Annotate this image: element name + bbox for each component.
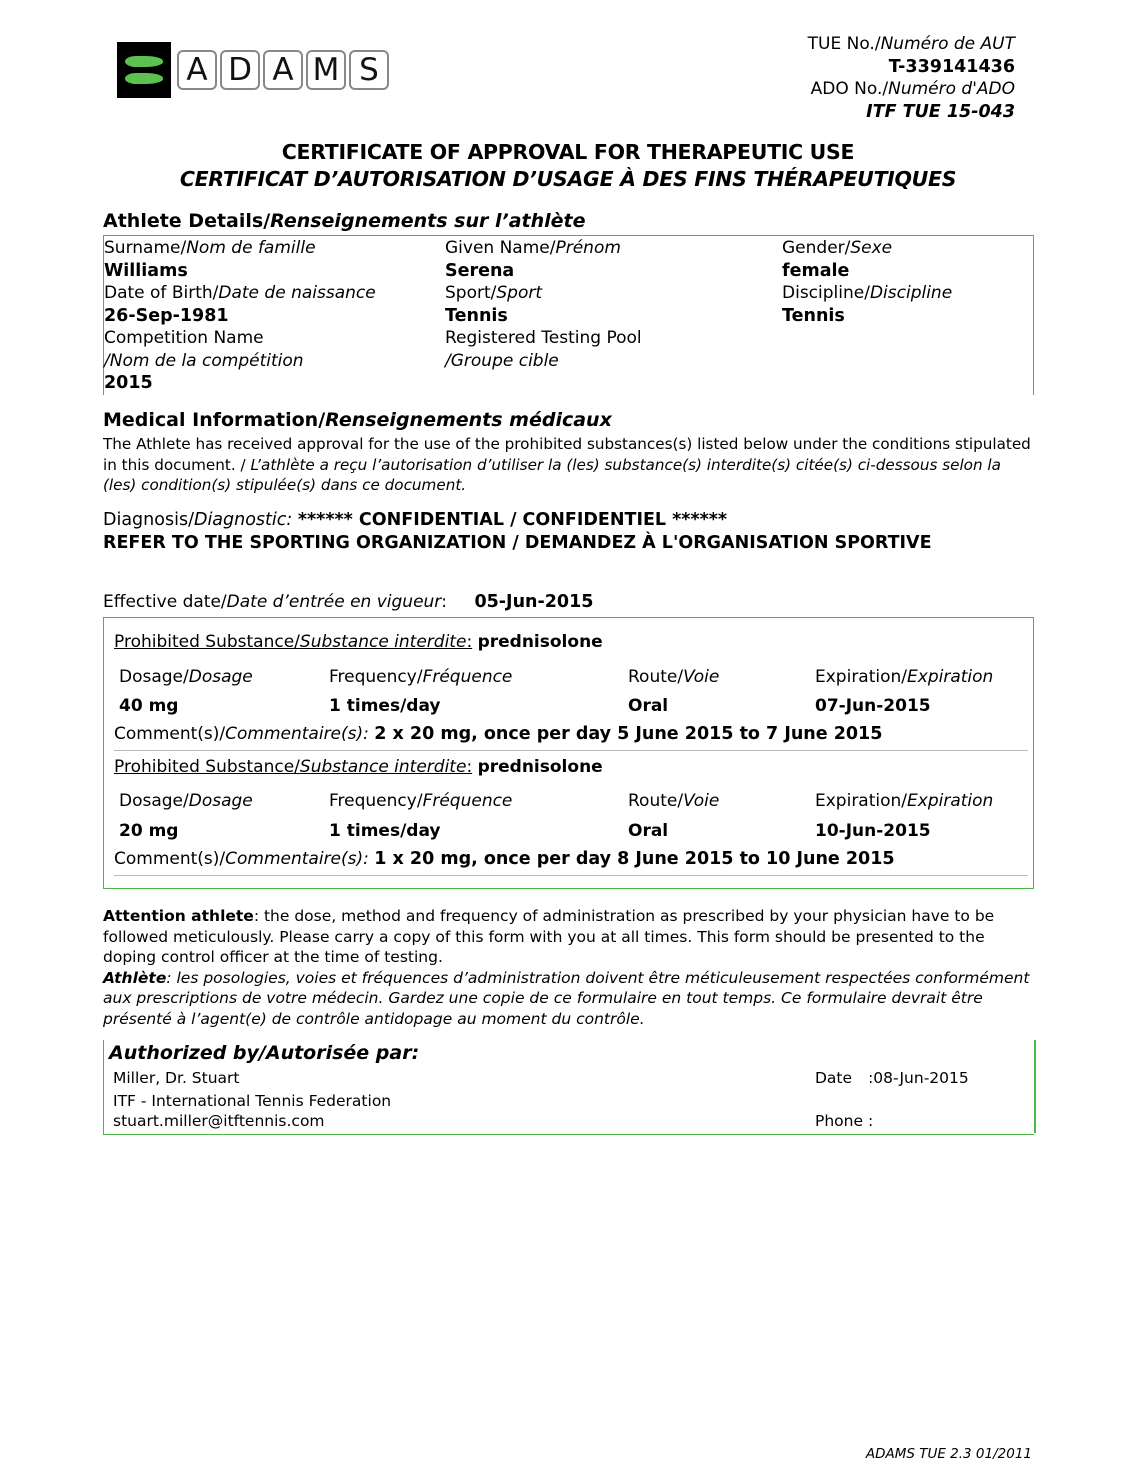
substance-header: Prohibited Substance/Substance interdite: prednisolone xyxy=(114,757,603,777)
certificate-title-fr: CERTIFICAT D’AUTORISATION D’USAGE À DES FINS THÉRAPEUTIQUES xyxy=(179,167,957,191)
effective-date-value: 05-Jun-2015 xyxy=(474,592,594,612)
gender-field: Gender/Sexe female Discipline/Discipline Tennis xyxy=(782,238,953,326)
authorizer-name: Miller, Dr. Stuart xyxy=(113,1069,240,1087)
substance-comment: Comment(s)/Commentaire(s): 1 x 20 mg, once per day 8 June 2015 to 10 June 2015 xyxy=(114,849,895,869)
form-version-footer: ADAMS TUE 2.3 01/2011 xyxy=(865,1446,1032,1462)
diagnosis-refer: REFER TO THE SPORTING ORGANIZATION / DEMANDEZ À L'ORGANISATION SPORTIVE xyxy=(103,533,932,553)
attention-fr: Athlète: les posologies, voies et fréquences d’administration doivent être méticuleusement respectées conformément aux prescriptions de votre médecin. Gardez une copie de ce formulaire en tout temps. Ce formulaire devrait être présenté à l’agent(e) de contrôle antidopage au moment du contrôle. xyxy=(103,968,1030,1028)
authorizer-org: ITF - International Tennis Federation xyxy=(113,1092,392,1110)
attention-en: Attention athlete: the dose, method and frequency of administration as prescribed by your physician have to be followed meticulously. Please carry a copy of this form with you at all times. This form should be presented to the doping control officer at the time of testing. xyxy=(103,907,995,966)
authorized-heading: Authorized by/Autorisée par: xyxy=(109,1042,420,1064)
frequency-value: 1 times/day xyxy=(329,696,441,716)
dosage-value: 20 mg xyxy=(119,821,179,841)
gender-value: female xyxy=(782,260,850,281)
adams-wordmark: A D A M S xyxy=(177,50,392,90)
frequency-value: 1 times/day xyxy=(329,821,441,841)
reference-block xyxy=(808,33,1015,123)
competition-value: 2015 xyxy=(104,373,153,393)
tue-number: T-339141436 xyxy=(888,56,1015,77)
authorized-box xyxy=(103,1040,1034,1135)
authorizer-email: stuart.miller@itftennis.com xyxy=(113,1112,325,1130)
diagnosis: Diagnosis/Diagnostic: ****** CONFIDENTIAL / CONFIDENTIEL ****** REFER TO THE SPORTING ORGANIZATION / DEMANDEZ À L'ORGANISATION SPORTIVE xyxy=(103,510,932,553)
ado-number: ITF TUE 15-043 xyxy=(866,101,1015,122)
medical-info-heading: Medical Information/Renseignements médicaux xyxy=(103,409,612,431)
given-name-value: Serena xyxy=(445,260,515,281)
substance-comment: Comment(s)/Commentaire(s): 2 x 20 mg, once per day 5 June 2015 to 7 June 2015 xyxy=(114,724,883,744)
medical-approval-text: The Athlete has received approval for the use of the prohibited substances(s) listed below under the conditions stipulated in this document. / L’athlète a reçu l’autorisation d’utiliser la (les) substance(s) interdite(s) citée(s) ci-dessous selon la (les) condition(s) stipulée(s) dans ce document. xyxy=(103,435,1031,494)
athlete-details-box xyxy=(103,235,1034,395)
attention-notice xyxy=(103,906,1038,1029)
discipline-value: Tennis xyxy=(782,305,845,326)
authorized-phone: Phone : xyxy=(815,1112,874,1130)
dob-value: 26-Sep-1981 xyxy=(104,305,229,326)
expiration-value: 10-Jun-2015 xyxy=(815,821,931,841)
substance-name: prednisolone xyxy=(477,632,603,652)
ado-label: ADO No./Numéro d'ADO xyxy=(810,79,1015,99)
substance-header: Prohibited Substance/Substance interdite: prednisolone xyxy=(114,632,603,652)
effective-date: Effective date/Date d’entrée en vigueur: 05-Jun-2015 xyxy=(103,592,594,612)
sport-value: Tennis xyxy=(445,305,508,326)
substances-box: Prohibited Substance/Substance interdite: prednisolone Dosage/Dosage Frequency/Fréquence Route/Voie Expiration/Expiration 40 mg 1 times/day Oral 07-Jun-2015 Comment(s)/Commentaire(s): 2 x 20 mg, once per day 5 June 2015 to 7 June 2015 Prohibited Substance/Substance interdite: prednisolone Dosage/Dosage Frequency/Fréquence Route/Voie Expiration/Expiration 20 mg 1 times/day Oral 10-Jun-2015 Comment(s)/Commentaire(s): 1 x 20 mg, once per day 8 June 2015 to 10 June 2015 xyxy=(103,617,1034,889)
route-value: Oral xyxy=(628,696,669,716)
athlete-details-heading: Athlete Details/Renseignements sur l’athlète xyxy=(103,210,586,232)
authorized-date: Date :08-Jun-2015 xyxy=(815,1069,969,1087)
certificate-title: CERTIFICATE OF APPROVAL FOR THERAPEUTIC USE xyxy=(281,140,855,164)
adams-leaf-icon xyxy=(117,42,171,98)
adams-logo xyxy=(117,42,392,98)
dosage-value: 40 mg xyxy=(119,696,179,716)
given-name-field: Given Name/Prénom Serena Sport/Sport Tennis Registered Testing Pool /Groupe cible xyxy=(445,238,642,371)
tue-label: TUE No./Numéro de AUT xyxy=(807,34,1015,54)
expiration-value: 07-Jun-2015 xyxy=(815,696,931,716)
divider xyxy=(114,875,1028,876)
divider xyxy=(114,750,1028,751)
diagnosis-value: ****** CONFIDENTIAL / CONFIDENTIEL ****** xyxy=(297,510,728,530)
surname-field: Surname/Nom de famille Williams Date of Birth/Date de naissance 26-Sep-1981 Competition Name /Nom de la compétition 2015 xyxy=(104,238,376,393)
surname-value: Williams xyxy=(104,260,188,281)
substance-name: prednisolone xyxy=(477,757,603,777)
route-value: Oral xyxy=(628,821,669,841)
